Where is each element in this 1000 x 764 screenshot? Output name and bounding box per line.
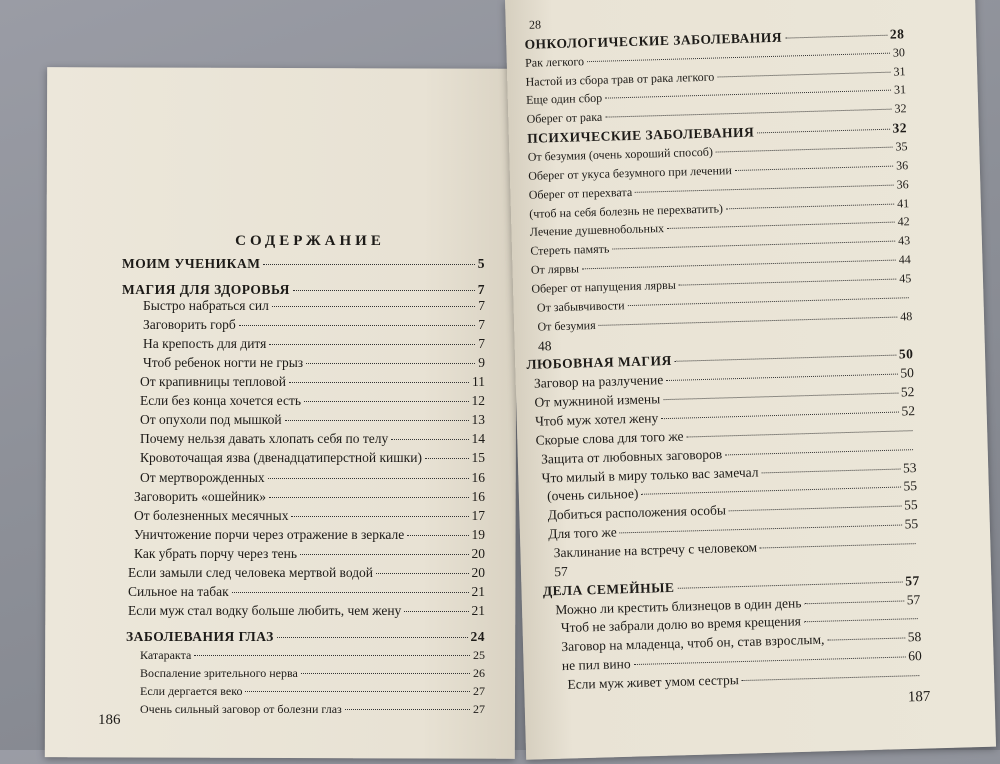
leader-dots [587,51,890,61]
toc-entry-title: Как убрать порчу через тень [134,546,297,561]
toc-entry-title: Защита от любовных заговоров [540,446,723,467]
toc-entry-page: 28 [528,17,542,32]
toc-entry-page: 50 [898,346,914,362]
toc-entry-page: 52 [901,403,916,419]
toc-entry-page: 52 [900,384,915,400]
leader-dots [760,542,916,548]
toc-entry-page: 57 [554,563,569,580]
toc-entry-title: ОНКОЛОГИЧЕСКИЕ ЗАБОЛЕВАНИЯ [524,29,783,52]
leader-dots [582,259,896,270]
toc-entry-title: (чтоб на себя болезнь не перехватить) [529,200,724,221]
toc-entry-page: 7 [478,317,485,332]
leader-dots [612,240,895,250]
toc-entry-page: 26 [473,666,485,680]
toc-entry-page: 48 [537,337,552,354]
toc-entry-title: Оберег от перехвата [528,184,633,202]
toc-entry-title: Заговорить «ошейник» [134,489,267,504]
toc-entry-page: 11 [472,374,485,389]
toc-entry-title: Оберег от рака [526,110,603,127]
right-page-number: 187 [907,688,931,706]
toc-entry-title: От мужниной измены [534,391,661,410]
toc-entry-title: Если дергается веко [140,684,243,698]
toc-entry-page: 50 [900,365,915,381]
leader-dots [804,618,918,623]
toc-entry-page: 57 [904,572,920,589]
toc-entry-page: 55 [903,478,918,494]
leader-dots [725,448,913,455]
toc-entry-title: ПСИХИЧЕСКИЕ ЗАБОЛЕВАНИЯ [526,124,755,146]
toc-entry-page: 58 [907,629,922,645]
leader-dots [661,411,898,420]
toc-entry-page: 55 [903,497,918,513]
leader-dots [599,315,898,325]
leader-dots [735,164,893,170]
toc-entry-page: 32 [894,101,907,116]
toc-entry-page: 19 [471,527,485,542]
toc-entry-title: Скорые слова для того же [535,428,684,448]
toc-entry-title: Воспаление зрительного нерва [140,666,298,680]
leader-dots [687,429,913,437]
toc-entry-title: Для того же [548,524,617,542]
toc-entry-title: не пил вино [561,656,631,674]
toc-entry-page: 44 [898,252,911,267]
toc-entry-title: Если муж стал водку больше любить, чем жену [128,603,402,618]
toc-entry-page: 41 [896,195,910,211]
toc-entry-page: 57 [906,591,921,607]
toc-entry-title: Заклинание на встречу с человеком [553,539,758,561]
toc-entry-title: Настой из сбора трав от рака легкого [525,69,715,89]
leader-dots [742,674,920,681]
toc-entry-title: От крапивницы тепловой [140,374,286,389]
toc-entry-page: 32 [892,120,908,136]
toc-entry-page: 21 [471,603,485,618]
toc-entry-page: 60 [908,648,922,664]
toc-entry-title: На крепость для дитя [143,336,267,351]
toc-entry-page: 24 [470,629,485,644]
toc-entry-page: 35 [895,139,908,154]
toc-entry-title: Заговор на младенца, чтоб он, став взрослым, [561,632,825,655]
toc-entry-page: 45 [899,271,912,286]
leader-dots [634,656,906,666]
toc-entry-page: 25 [473,648,485,662]
toc-entry-title: Если без конца хочется есть [140,393,302,408]
toc-entry-title: Еще один сбор [525,91,603,108]
toc-entry-title: От болезненных месячных [134,508,289,523]
toc-entry-title: Сильное на табак [128,584,229,599]
toc-title: СОДЕРЖАНИЕ [235,233,385,249]
toc-entry-title: Очень сильный заговор от болезни глаз [140,702,342,716]
toc-entry-title: МОИМ УЧЕНИКАМ [122,256,261,271]
toc-entry-title: Если замыли след человека мертвой водой [128,565,374,580]
toc-entry-title: От опухоли под мышкой [140,412,282,427]
toc-entry-page: 31 [893,82,907,97]
toc-entry-page: 36 [896,176,909,192]
toc-entry-title: Если муж живет умом сестры [567,672,740,692]
toc-entry-title: Оберег от напущения лярвы [531,277,676,296]
toc-entry-page: 20 [471,546,485,561]
leader-dots [605,108,891,118]
toc-entry-page: 17 [471,508,485,523]
toc-entry-title: От забывчивости [536,298,625,315]
toc-entry-title: (очень сильное) [546,486,639,504]
toc-entry-page: 16 [471,470,485,485]
leader-dots [663,392,898,401]
toc-entry-title: Заговорить горб [143,317,236,332]
toc-entry-title: Катаракта [140,648,192,662]
toc-entry-page: 21 [471,584,485,599]
leader-dots [628,296,909,306]
leader-dots [761,467,900,473]
toc-entry-page: 43 [898,233,911,248]
leader-dots [785,34,887,39]
toc-entry-title: Добиться расположения особы [547,502,727,523]
leader-dots [666,373,897,381]
toc-entry-title: От мертворожденных [140,470,265,485]
leader-dots [641,486,900,495]
toc-entry-page: 48 [900,308,913,324]
toc-entry-page: 7 [477,282,485,297]
toc-entry-title: Что милый в миру только вас замечал [541,464,759,486]
leader-dots [716,146,893,153]
toc-entry-page: 16 [471,489,485,504]
leader-dots [804,599,903,604]
toc-entry-page: 27 [473,684,485,698]
toc-entry-page: 20 [471,565,485,580]
toc-entry-page: 7 [478,298,485,313]
leader-dots [667,221,895,229]
leader-dots [729,505,901,512]
leader-dots [757,128,889,134]
toc-entry-page: 53 [902,459,917,476]
toc-entry-title: Уничтожение порчи через отражение в зеркале [134,527,405,542]
toc-entry-page: 36 [895,158,909,173]
toc-entry-title: От безумия [537,317,596,334]
toc-entry-page: 14 [471,431,485,446]
toc-entry-title: Почему нельзя давать хлопать себя по телу [140,431,389,446]
toc-entry-page: 15 [471,450,485,465]
toc-entry-page: 55 [904,516,919,532]
toc-entry-title: МАГИЯ ДЛЯ ЗДОРОВЬЯ [122,282,290,297]
toc-entry-title: Кровоточащая язва (двенадцатиперстной кишки) [140,450,422,465]
toc-entry-page: 42 [897,214,910,229]
leader-dots [827,637,904,641]
toc-entry-title: Чтоб не забрали долю во время крещения [560,613,802,636]
toc-entry-title: ДЕЛА СЕМЕЙНЫЕ [542,579,675,599]
toc-entry-title: Чтоб муж хотел жену [534,410,659,429]
leader-dots [726,202,894,209]
toc-entry-page: 13 [471,412,485,427]
leader-dots [675,354,896,362]
left-page-number: 186 [98,712,121,728]
toc-entry-page: 9 [478,355,485,370]
toc-entry-page: 5 [477,256,485,271]
toc-entry-title: От безумия (очень хороший способ) [527,144,714,164]
toc-entry-page: 12 [471,393,485,408]
toc-entry-title: От лярвы [530,261,580,277]
leader-dots [605,89,891,99]
toc-entry-title: Лечение душевнобольных [529,221,665,240]
toc-entry-page: 31 [893,63,906,79]
toc-entry-page: 30 [892,44,906,60]
toc-entry-title: ЗАБОЛЕВАНИЯ ГЛАЗ [126,629,274,644]
leader-dots [635,183,894,192]
toc-entry-page: 27 [473,702,485,716]
toc-entry-title: Рак легкого [524,53,585,70]
toc-entry-title: Быстро набраться сил [143,298,269,313]
leader-dots [677,580,902,588]
toc-entry-title: Чтоб ребенок ногти не грыз [143,355,304,370]
leader-dots [679,278,897,286]
toc-entry-title: ЛЮБОВНАЯ МАГИЯ [526,353,672,373]
toc-entry-title: Заговор на разлучение [533,372,664,392]
toc-entry-page: 7 [478,336,485,351]
toc-entry-title: Оберег от укуса безумного при лечении [528,162,732,183]
leader-dots [620,524,902,534]
leader-dots [717,70,890,77]
toc-entry-page: 28 [889,26,905,42]
toc-entry-title: Можно ли крестить близнецов в один день [555,594,802,617]
toc-entry-title: Стереть память [530,241,610,259]
